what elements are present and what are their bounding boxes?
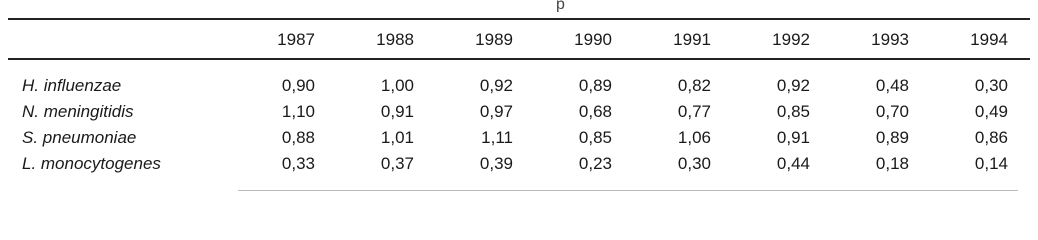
value-cell: 0,14 bbox=[974, 153, 1008, 173]
organism-name: H. influenzae bbox=[22, 75, 122, 95]
value-cell: 0,39 bbox=[479, 153, 513, 173]
value-cell: 0,70 bbox=[875, 101, 909, 121]
value-cell: 0,23 bbox=[578, 153, 612, 173]
value-cell: 0,92 bbox=[479, 75, 513, 95]
incidence-table-section bbox=[8, 0, 1030, 201]
table-row-h-influenzae bbox=[8, 58, 1030, 98]
value-cell: 0,30 bbox=[974, 75, 1008, 95]
value-cell: 0,97 bbox=[479, 101, 513, 121]
value-cell: 1,10 bbox=[281, 101, 315, 121]
year-header-1990: 1990 bbox=[574, 29, 612, 49]
year-header-1987: 1987 bbox=[277, 29, 315, 49]
organism-name: L. monocytogenes bbox=[22, 153, 161, 173]
year-header-1988: 1988 bbox=[376, 29, 414, 49]
value-cell: 0,37 bbox=[380, 153, 414, 173]
value-cell: 0,91 bbox=[380, 101, 414, 121]
year-header-1994: 1994 bbox=[970, 29, 1008, 49]
value-cell: 0,48 bbox=[875, 75, 909, 95]
value-cell: 0,18 bbox=[875, 153, 909, 173]
organism-name: S. pneumoniae bbox=[22, 127, 137, 147]
value-cell: 0,30 bbox=[677, 153, 711, 173]
value-cell: 0,82 bbox=[677, 75, 711, 95]
value-cell: 0,68 bbox=[578, 101, 612, 121]
value-cell: 0,91 bbox=[776, 127, 810, 147]
table-row-l-monocytogenes bbox=[8, 150, 1030, 176]
value-cell: 0,85 bbox=[776, 101, 810, 121]
value-cell: 0,90 bbox=[281, 75, 315, 95]
value-cell: 0,49 bbox=[974, 101, 1008, 121]
bottom-rule bbox=[238, 190, 1018, 191]
year-header-1989: 1989 bbox=[475, 29, 513, 49]
organism-name: N. meningitidis bbox=[22, 101, 134, 121]
table-row-n-meningitidis bbox=[8, 98, 1030, 124]
value-cell: 1,11 bbox=[481, 127, 513, 147]
value-cell: 0,86 bbox=[974, 127, 1008, 147]
value-cell: 0,44 bbox=[776, 153, 810, 173]
year-header-1993: 1993 bbox=[871, 29, 909, 49]
value-cell: 1,06 bbox=[677, 127, 711, 147]
table-row-s-pneumoniae bbox=[8, 124, 1030, 150]
value-cell: 0,33 bbox=[281, 153, 315, 173]
incidence-table bbox=[8, 20, 1030, 176]
year-header-1991: 1991 bbox=[673, 29, 711, 49]
value-cell: 0,77 bbox=[677, 101, 711, 121]
header-row bbox=[8, 20, 1030, 58]
value-cell: 1,00 bbox=[380, 75, 414, 95]
value-cell: 0,92 bbox=[776, 75, 810, 95]
stub-header bbox=[8, 20, 238, 58]
value-cell: 0,85 bbox=[578, 127, 612, 147]
value-cell: 0,88 bbox=[281, 127, 315, 147]
caption-fragment: p bbox=[556, 0, 565, 12]
year-header-1992: 1992 bbox=[772, 29, 810, 49]
value-cell: 1,01 bbox=[380, 127, 414, 147]
value-cell: 0,89 bbox=[875, 127, 909, 147]
value-cell: 0,89 bbox=[578, 75, 612, 95]
